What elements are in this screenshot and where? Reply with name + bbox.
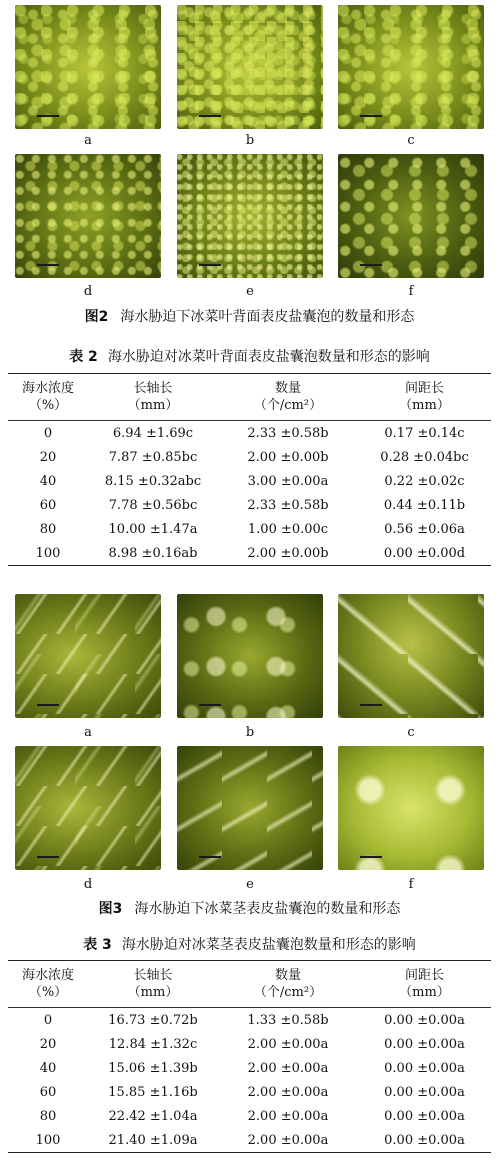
panel-label-e: e xyxy=(246,877,254,892)
table-header xyxy=(8,961,491,1008)
table-cell: 2.00 ±0.00a xyxy=(247,1037,329,1052)
table-row xyxy=(8,1080,491,1104)
table-cell: 0.56 ±0.06a xyxy=(384,522,465,537)
table-cell: 2.00 ±0.00a xyxy=(247,1133,329,1148)
header-seawater-concentration: 海水浓度 （%） xyxy=(21,381,74,413)
panel-label-c: c xyxy=(407,725,415,740)
header-long-axis: 长轴长 （mm） xyxy=(127,968,179,1000)
panel-label-f: f xyxy=(408,877,414,892)
scale-bar xyxy=(360,115,382,117)
table-cell: 80 xyxy=(39,1109,57,1124)
table-cell: 1.33 ±0.58b xyxy=(247,1013,329,1028)
table-row xyxy=(8,1008,491,1032)
table-cell: 40 xyxy=(39,474,57,489)
table-cell: 60 xyxy=(39,498,57,513)
leaf-micrograph-f xyxy=(338,154,484,278)
table-cell: 0.00 ±0.00a xyxy=(384,1085,465,1100)
table-cell: 1.00 ±0.00c xyxy=(247,522,329,537)
table-row xyxy=(8,1032,491,1056)
table-cell: 0.00 ±0.00a xyxy=(384,1109,465,1124)
scale-bar xyxy=(199,856,221,858)
table-row xyxy=(8,517,491,541)
scale-bar xyxy=(37,264,59,266)
table-row xyxy=(8,421,491,445)
table-cell: 12.84 ±1.32c xyxy=(108,1037,198,1052)
scale-bar xyxy=(360,856,382,858)
table-cell: 80 xyxy=(39,522,57,537)
table-cell: 7.87 ±0.85bc xyxy=(108,450,198,465)
stem-micrograph-a xyxy=(15,594,161,718)
table-cell: 2.33 ±0.58b xyxy=(247,498,329,513)
table-row xyxy=(8,493,491,517)
table-cell: 100 xyxy=(35,1133,61,1148)
scale-bar xyxy=(37,115,59,117)
table-cell: 20 xyxy=(39,1037,57,1052)
table-cell: 0.00 ±0.00a xyxy=(384,1061,465,1076)
table-cell: 0 xyxy=(43,426,53,441)
stem-micrograph-f xyxy=(338,746,484,870)
table-2-title xyxy=(0,346,499,366)
table-row xyxy=(8,445,491,469)
table-cell: 8.15 ±0.32abc xyxy=(104,474,202,489)
panel-label-a: a xyxy=(84,133,92,148)
scale-bar xyxy=(37,856,59,858)
scale-bar xyxy=(199,115,221,117)
stem-micrograph-e xyxy=(177,746,323,870)
figure-number: 图3 xyxy=(98,901,123,917)
table-title-text: 海水胁迫对冰菜叶背面表皮盐囊泡数量和形态的影响 xyxy=(107,349,430,365)
table-cell: 0 xyxy=(43,1013,53,1028)
leaf-micrograph-d xyxy=(15,154,161,278)
table-cell: 10.00 ±1.47a xyxy=(108,522,198,537)
table-cell: 8.98 ±0.16ab xyxy=(108,546,198,561)
scale-bar xyxy=(199,704,221,706)
panel-label-f: f xyxy=(408,284,414,299)
panel-label-d: d xyxy=(83,877,93,892)
figure-number: 图2 xyxy=(84,309,109,325)
table-cell: 0.17 ±0.14c xyxy=(384,426,465,441)
figure-caption-text: 海水胁迫下冰菜叶背面表皮盐囊泡的数量和形态 xyxy=(120,309,415,325)
scale-bar xyxy=(360,264,382,266)
table-row xyxy=(8,1056,491,1080)
table-cell: 3.00 ±0.00a xyxy=(247,474,329,489)
table-cell: 60 xyxy=(39,1085,57,1100)
table-cell: 2.00 ±0.00a xyxy=(247,1109,329,1124)
table-cell: 16.73 ±0.72b xyxy=(108,1013,198,1028)
table-cell: 0.22 ±0.02c xyxy=(384,474,465,489)
panel-label-b: b xyxy=(245,725,255,740)
table-number: 表 2 xyxy=(69,349,98,365)
table-cell: 15.85 ±1.16b xyxy=(108,1085,198,1100)
header-count: 数量 （个/cm²） xyxy=(253,968,323,1000)
leaf-micrograph-a xyxy=(15,5,161,129)
stem-micrograph-b xyxy=(177,594,323,718)
header-spacing: 间距长 （mm） xyxy=(399,968,450,1000)
scale-bar xyxy=(360,704,382,706)
table-cell: 20 xyxy=(39,450,57,465)
stem-micrograph-c xyxy=(338,594,484,718)
table-cell: 2.33 ±0.58b xyxy=(247,426,329,441)
table-cell: 100 xyxy=(35,546,61,561)
table-3 xyxy=(8,960,491,1153)
panel-label-e: e xyxy=(246,284,254,299)
table-header xyxy=(8,374,491,421)
table-cell: 2.00 ±0.00a xyxy=(247,1061,329,1076)
table-cell: 0.28 ±0.04bc xyxy=(380,450,469,465)
table-cell: 0.00 ±0.00a xyxy=(384,1037,465,1052)
table-3-title xyxy=(0,934,499,954)
table-cell: 40 xyxy=(39,1061,57,1076)
table-cell: 21.40 ±1.09a xyxy=(108,1133,198,1148)
table-cell: 0.00 ±0.00a xyxy=(384,1013,465,1028)
table-cell: 2.00 ±0.00b xyxy=(247,450,329,465)
leaf-micrograph-c xyxy=(338,5,484,129)
stem-micrograph-d xyxy=(15,746,161,870)
header-long-axis: 长轴长 （mm） xyxy=(127,381,179,413)
panel-label-c: c xyxy=(407,133,415,148)
table-cell: 0.00 ±0.00d xyxy=(383,546,466,561)
panel-label-b: b xyxy=(245,133,255,148)
table-cell: 0.44 ±0.11b xyxy=(383,498,466,513)
leaf-micrograph-e xyxy=(177,154,323,278)
table-row xyxy=(8,469,491,493)
table-row xyxy=(8,1104,491,1128)
table-cell: 6.94 ±1.69c xyxy=(112,426,194,441)
table-cell: 2.00 ±0.00b xyxy=(247,546,329,561)
panel-label-a: a xyxy=(84,725,92,740)
header-seawater-concentration: 海水浓度 （%） xyxy=(21,968,74,1000)
figure-3-caption xyxy=(0,898,499,918)
table-cell: 15.06 ±1.39b xyxy=(108,1061,198,1076)
table-title-text: 海水胁迫对冰菜茎表皮盐囊泡数量和形态的影响 xyxy=(121,937,416,953)
leaf-micrograph-b xyxy=(177,5,323,129)
table-row xyxy=(8,541,491,565)
scale-bar xyxy=(199,264,221,266)
figure-2-caption xyxy=(0,306,499,326)
table-cell: 0.00 ±0.00a xyxy=(384,1133,465,1148)
figure-caption-text: 海水胁迫下冰菜茎表皮盐囊泡的数量和形态 xyxy=(134,901,401,917)
table-cell: 2.00 ±0.00a xyxy=(247,1085,329,1100)
table-2 xyxy=(8,373,491,566)
header-spacing: 间距长 （mm） xyxy=(399,381,450,413)
header-count: 数量 （个/cm²） xyxy=(253,381,323,413)
table-cell: 22.42 ±1.04a xyxy=(108,1109,198,1124)
scale-bar xyxy=(37,704,59,706)
table-cell: 7.78 ±0.56bc xyxy=(108,498,198,513)
panel-label-d: d xyxy=(83,284,93,299)
table-row xyxy=(8,1128,491,1152)
table-number: 表 3 xyxy=(83,937,112,953)
